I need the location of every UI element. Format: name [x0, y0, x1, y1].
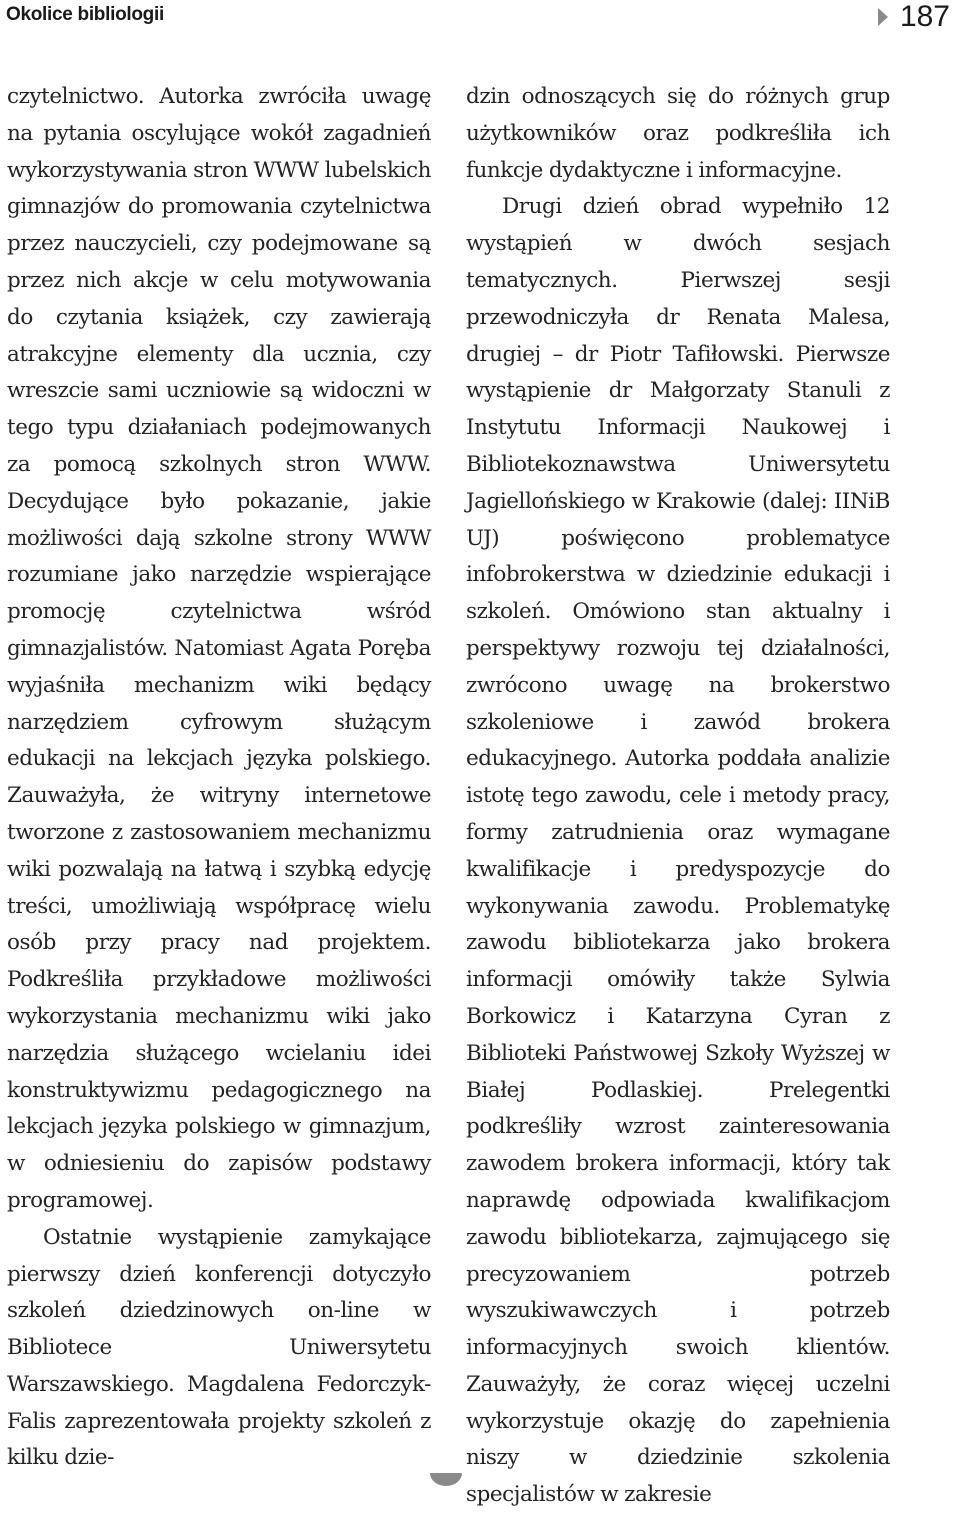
page-number-block	[876, 2, 950, 32]
running-head: Okolice bibliologii	[6, 4, 164, 25]
paragraph: czytelnictwo. Autorka zwróciła uwagę na pytania oscylujące wokół zagadnień wykorzystywania stron WWW lubelskich gimnazjów do promowania czytelnictwa przez nauczycieli, czy podejmowane są przez nich akcje w celu motywowania do czytania książek, czy zawierają atrakcyjne elementy dla ucznia, czy wreszcie sami uczniowie są widoczni w tego typu działaniach podejmowanych za pomocą szkolnych stron WWW. Decydujące było pokazanie, jakie możliwości dają szkolne strony WWW rozumiane jako narzędzie wspierające promocję czytelnictwa wśród gimnazjalistów. Natomiast Agata Poręba wyjaśniła mechanizm wiki będący narzędziem cyfrowym służącym edukacji na lekcjach języka polskiego. Zauważyła, że witryny internetowe tworzone z zastosowaniem mechanizmu wiki pozwalają na łatwą i szybką edycję treści, umożliwiają współpracę wielu osób przy pracy nad projektem. Podkreśliła przykładowe możliwości wykorzystania mechanizmu wiki jako narzędzia służącego wcielaniu idei konstruktywizmu pedagogicznego na lekcjach języka polskiego w gimnazjum, w odniesieniu do zapisów podstawy programowej.	[7, 84, 431, 1213]
page-header	[0, 0, 960, 40]
paragraph: Ostatnie wystąpienie zamykające pierwszy dzień konferencji dotyczyło szkoleń dziedzinowych on-line w Bibliotece Uniwersytetu Warszawskiego. Magdalena Fedorczyk-Falis zaprezentowała projekty szkoleń z kilku dzie-	[7, 1224, 431, 1471]
page-number: 187	[899, 0, 950, 33]
paragraph: Drugi dzień obrad wypełniło 12 wystąpień w dwóch sesjach tematycznych. Pierwszej sesji przewodniczyła dr Renata Malesa, drugiej – dr Piotr Tafiłowski. Pierwsze wystąpienie dr Małgorzaty Stanuli z Instytutu Informacji Naukowej i Bibliotekoznawstwa Uniwersytetu Jagiellońskiego w Krakowie (dalej: IINiB UJ) poświęcono problematyce infobrokerstwa w dziedzinie edukacji i szkoleń. Omówiono stan aktualny i perspektywy rozwoju tej działalności, zwrócono uwagę na brokerstwo szkoleniowe i zawód brokera edukacyjnego. Autorka poddała analizie istotę tego zawodu, cele i metody pracy, formy zatrudnienia oraz wymagane kwalifikacje i predyspozycje do wykonywania zawodu. Problematykę zawodu bibliotekarza jako brokera informacji omówiły także Sylwia Borkowicz i Katarzyna Cyran z Biblioteki Państwowej Szkoły Wyższej w Białej Podlaskiej. Prelegentki podkreśliły wzrost zainteresowania zawodem brokera informacji, który tak naprawdę odpowiada kwalifikacjom zawodu bibliotekarza, zajmującego się precyzowaniem potrzeb wyszukiwawczych i potrzeb informacyjnych swoich klientów. Zauważyły, że coraz więcej uczelni wykorzystuje okazję do zapełnienia niszy w dziedzinie szkolenia specjalistów w zakresie	[466, 194, 890, 1508]
right-column	[466, 79, 890, 1514]
paragraph: dzin odnoszących się do różnych grup użytkowników oraz podkreśliła ich funkcje dydaktyczne i informacyjne.	[466, 84, 890, 183]
triangle-right-icon	[876, 6, 890, 28]
left-column	[7, 79, 431, 1477]
half-circle-ornament-icon	[429, 1471, 463, 1485]
